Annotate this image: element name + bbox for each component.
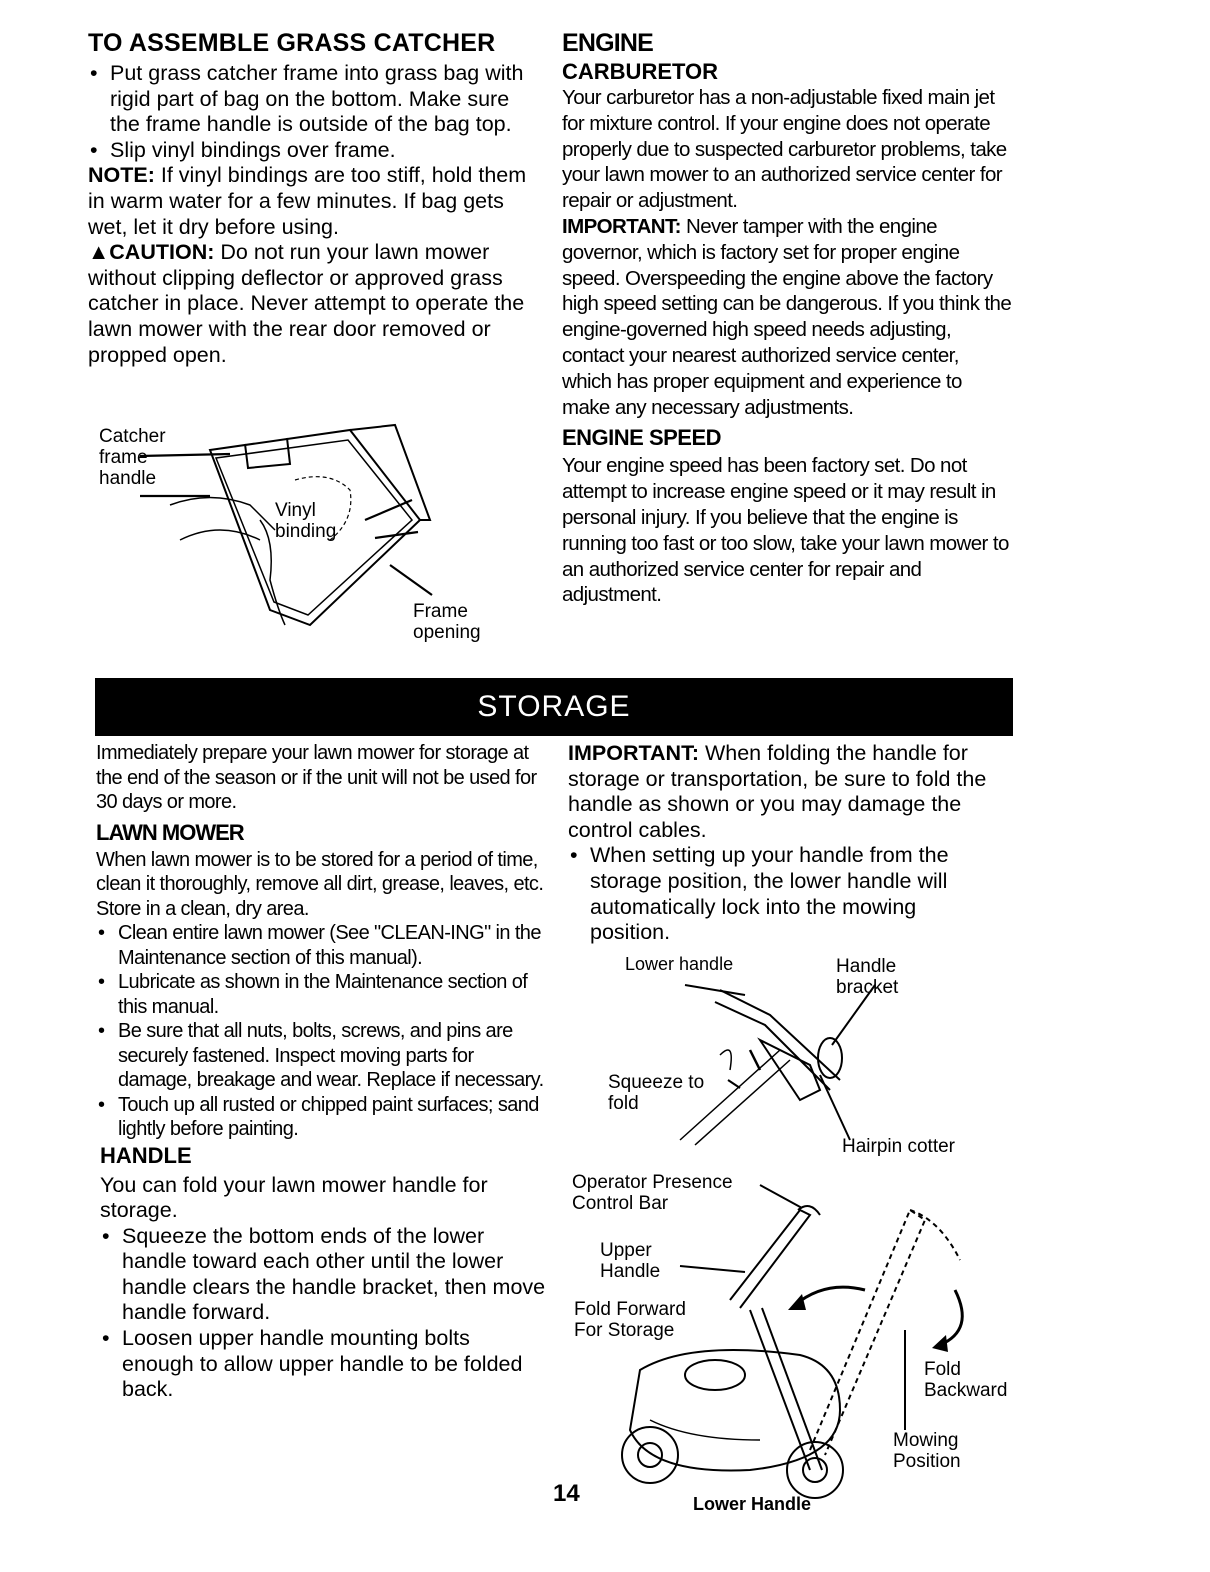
storage-right-section [568, 741, 998, 946]
list-item: • Be sure that all nuts, bolts, screws, and pins are securely fastened. Inspect moving parts for damage, breakage and wear. Replace if necessary. [96, 1019, 546, 1093]
lawnmower-bullets [96, 921, 546, 1142]
caution-paragraph [88, 240, 538, 368]
list-item: • When setting up your handle from the storage position, the lower handle will automatically lock into the mowing position. [568, 843, 998, 945]
fold-bullets [568, 843, 998, 945]
storage-intro: Immediately prepare your lawn mower for storage at the end of the season or if the unit will not be used for 30 days or more. [96, 742, 537, 813]
frame-opening-label: Frame opening [413, 601, 481, 643]
list-item: • Squeeze the bottom ends of the lower handle toward each other until the lower handle clears the handle bracket, then move handle forward. [100, 1224, 546, 1326]
note-label: NOTE: [88, 163, 155, 188]
handle-text: You can fold your lawn mower handle for storage. [100, 1172, 488, 1223]
lawnmower-text: When lawn mower is to be stored for a period of time, clean it thoroughly, remove all dirt, grease, leaves, etc. Store in a clean, dry area. [96, 848, 544, 920]
carburetor-text: Your carburetor has a non-adjustable fixed main jet for mixture control. If your engine does not operate properly due to suspected carburetor problems, take your lawn mower to an authorized service center for repair or adjustment. [562, 86, 1007, 213]
note-paragraph [88, 163, 538, 240]
grass-catcher-section [88, 28, 538, 368]
hairpin-cotter-label: Hairpin cotter [842, 1136, 955, 1157]
page-number: 14 [553, 1480, 580, 1507]
carburetor-heading: CARBURETOR [562, 59, 719, 84]
important-text: Never tamper with the engine governor, which is factory set for proper engine speed. Overspeeding the engine above the factory high speed setting can be dangerous. If you think the engine-governed high speed needs adjusting, contact your nearest authorized service center, which has proper equipment and experience to make any necessary adjustments. [562, 214, 1012, 419]
squeeze-to-fold-label: Squeeze to fold [608, 1072, 705, 1114]
important-paragraph [562, 214, 1012, 420]
catcher-frame-handle-label: Catcher frame handle [99, 426, 166, 489]
engine-title: ENGINE [562, 29, 654, 57]
list-item: • Put grass catcher frame into grass bag with rigid part of bag on the bottom. Make sure the frame handle is outside of the bag top. [88, 61, 538, 138]
grass-catcher-title: TO ASSEMBLE GRASS CATCHER [88, 29, 496, 57]
list-item: • Touch up all rusted or chipped paint surfaces; sand lightly before painting. [96, 1093, 546, 1142]
list-item: • Clean entire lawn mower (See "CLEAN-ING" in the Maintenance section of this manual). [96, 921, 546, 970]
operator-presence-label: Operator Presence Control Bar [572, 1172, 733, 1214]
vinyl-binding-label: Vinyl binding [275, 500, 337, 542]
fold-important-label: IMPORTANT: [568, 741, 699, 765]
list-item: • Lubricate as shown in the Maintenance section of this manual. [96, 970, 546, 1019]
list-item: • Loosen upper handle mounting bolts enough to allow upper handle to be folded back. [100, 1326, 546, 1403]
fold-forward-label: Fold Forward For Storage [574, 1299, 686, 1341]
important-label: IMPORTANT: [562, 214, 681, 238]
handle-bracket-label: Handle bracket [836, 956, 899, 998]
caution-label: CAUTION: [109, 240, 215, 265]
mowing-position-label: Mowing Position [893, 1430, 961, 1472]
caution-text: Do not run your lawn mower without clipping deflector or approved grass catcher in place. Never attempt to operate the lawn mower with the rear door removed or propped open. [88, 240, 525, 367]
engine-speed-text: Your engine speed has been factory set. Do not attempt to increase engine speed or it may result in personal injury. If you believe that the engine is running too fast or too slow, take your lawn mower to an authorized service center for repair and adjustment. [562, 454, 1009, 607]
handle-heading: HANDLE [100, 1142, 192, 1168]
fold-important-paragraph [568, 741, 998, 843]
engine-speed-heading: ENGINE SPEED [562, 425, 722, 451]
storage-left-section [96, 741, 546, 1403]
grass-catcher-bullets [88, 61, 538, 163]
lawnmower-heading: LAWN MOWER [96, 819, 244, 845]
storage-banner: STORAGE [95, 678, 1013, 736]
fold-important-text: When folding the handle for storage or transportation, be sure to fold the handle as shown or you may damage the control cables. [568, 741, 987, 842]
list-item: • Slip vinyl bindings over frame. [88, 138, 538, 164]
note-text: If vinyl bindings are too stiff, hold them in warm water for a few minutes. If bag gets wet, let it dry before using. [88, 163, 527, 239]
fold-backward-label: Fold Backward [924, 1359, 1008, 1401]
lower-handle-label: Lower handle [625, 954, 734, 974]
upper-handle-label: Upper Handle [600, 1240, 661, 1282]
engine-section [562, 28, 1012, 608]
warning-triangle-icon: ▲ [88, 240, 110, 265]
handle-bracket-illustration [660, 980, 900, 1160]
lower-handle-bottom-label: Lower Handle [693, 1494, 812, 1514]
handle-bullets [100, 1224, 546, 1403]
